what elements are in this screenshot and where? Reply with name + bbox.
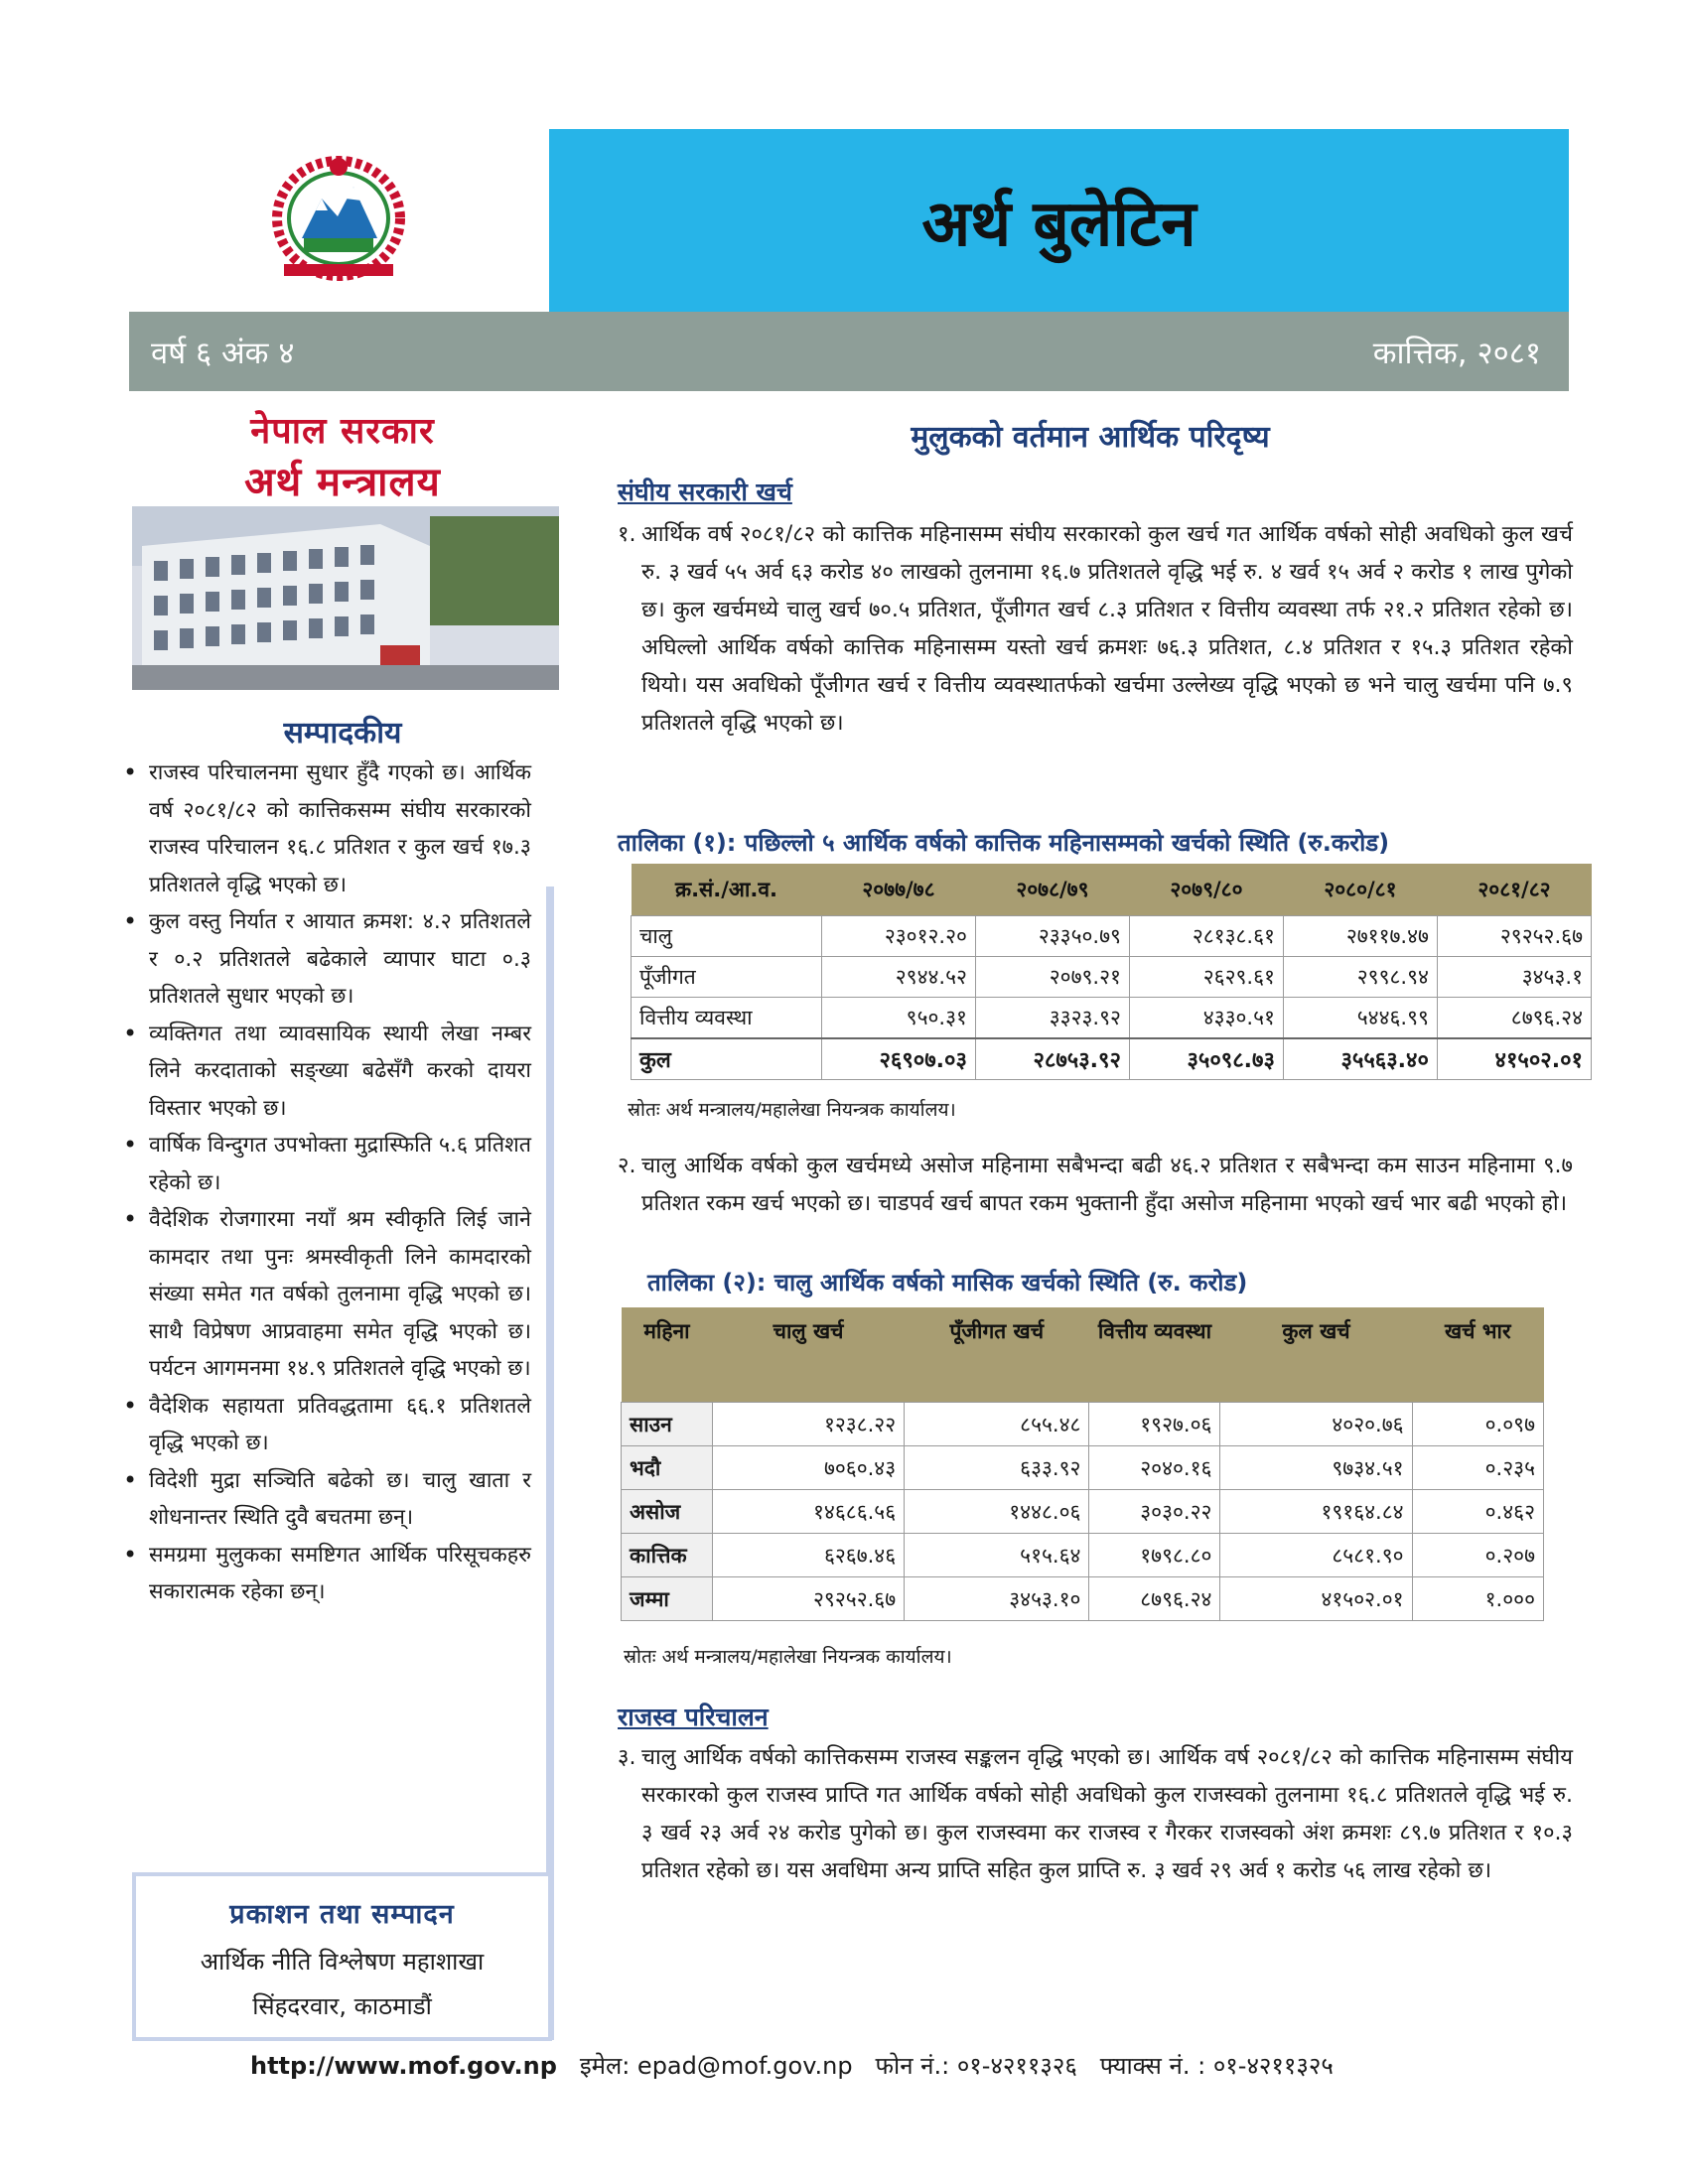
table-header-row	[632, 864, 1592, 916]
table-cell: ४०२०.७६	[1220, 1403, 1412, 1446]
table-cell: ४१५०२.०१	[1220, 1577, 1412, 1621]
table-header: २०७९/८०	[1129, 864, 1283, 916]
table-header: कुल खर्च	[1220, 1307, 1412, 1403]
table-total-row	[632, 1038, 1592, 1080]
table-row	[632, 998, 1592, 1039]
table-cell: ९५०.३१	[821, 998, 975, 1039]
paragraph-2	[618, 1148, 1573, 1223]
email-contact[interactable]: इमेल: epad@mof.gov.np	[579, 2052, 853, 2080]
table-cell: ८७९६.२४	[1437, 998, 1591, 1039]
editorial-point: • विदेशी मुद्रा सञ्चिति बढेको छ। चालु खाता र शोधनान्तर स्थिति दुवै बचतमा छन्।	[119, 1462, 531, 1537]
table-cell: ४१५०२.०१	[1437, 1038, 1591, 1080]
editorial-point: • व्यक्तिगत तथा व्यावसायिक स्थायी लेखा नम्बर लिने करदाताको सङ्ख्या बढेसँगै करको दायरा विस्तार भएको छ।	[119, 1016, 531, 1128]
expenditure-table	[631, 864, 1592, 1080]
table-cell: १७९८.८०	[1089, 1534, 1220, 1577]
table1-source: स्रोतः अर्थ मन्त्रालय/महालेखा नियन्त्रक कार्यालय।	[628, 1099, 956, 1121]
table-row	[632, 916, 1592, 957]
phone-contact: फोन नं.: ०१-४२११३२६	[875, 2052, 1077, 2080]
table-cell: २६२९.६१	[1129, 957, 1283, 998]
publication-division: आर्थिक नीति विश्लेषण महाशाखा	[200, 1948, 485, 1976]
table-cell: ८७९६.२४	[1089, 1577, 1220, 1621]
table-cell: १४६८६.५६	[713, 1490, 905, 1534]
sidebar-divider	[546, 887, 554, 2040]
table-cell: वित्तीय व्यवस्था	[632, 998, 822, 1039]
table-cell: २३०१२.२०	[821, 916, 975, 957]
table-row	[622, 1490, 1544, 1534]
table-cell: ५१५.६४	[905, 1534, 1089, 1577]
table-header: महिना	[622, 1307, 713, 1403]
paragraph-text: चालु आर्थिक वर्षको कुल खर्चमध्ये असोज महिनामा सबैभन्दा बढी ४६.२ प्रतिशत र सबैभन्दा कम साउन महिनामा ९.७ प्रतिशत रकम खर्च भएको छ। चाडपर्व खर्च बापत रकम भुक्तानी हुँदा असोज महिनामा भएको खर्च भार बढी भएको हो।	[641, 1154, 1573, 1216]
table-cell: २९२५२.६७	[713, 1577, 905, 1621]
table-cell: ६२६७.४६	[713, 1534, 905, 1577]
table-cell: ५४४६.९९	[1283, 998, 1437, 1039]
table-cell: पूँजीगत	[632, 957, 822, 998]
editorial-point: • वैदेशिक सहायता प्रतिवद्धतामा ६६.१ प्रतिशतले वृद्धि भएको छ।	[119, 1388, 531, 1462]
table-cell: असोज	[622, 1490, 713, 1534]
issue-number: वर्ष ६ अंक ४	[151, 336, 295, 371]
table-cell: १४४८.०६	[905, 1490, 1089, 1534]
paragraph-1	[618, 516, 1573, 743]
table-cell: २७११७.४७	[1283, 916, 1437, 957]
table-cell: २६९०७.०३	[821, 1038, 975, 1080]
issue-date: कात्तिक, २०८१	[1372, 336, 1541, 371]
table-cell: कुल	[632, 1038, 822, 1080]
table-cell: ३५०९८.७३	[1129, 1038, 1283, 1080]
table-cell: २९९८.९४	[1283, 957, 1437, 998]
table-row	[622, 1534, 1544, 1577]
table-cell: ०.०९७	[1412, 1403, 1543, 1446]
table-row	[622, 1403, 1544, 1446]
table-cell: १९२७.०६	[1089, 1403, 1220, 1446]
table-row	[622, 1446, 1544, 1490]
table-cell: ३४५३.१	[1437, 957, 1591, 998]
table-cell: २०७९.२१	[975, 957, 1129, 998]
publication-heading: प्रकाशन तथा सम्पादन	[229, 1899, 455, 1930]
table-header: खर्च भार	[1412, 1307, 1543, 1403]
table-row	[632, 957, 1592, 998]
table-header: २०८०/८१	[1283, 864, 1437, 916]
table-cell: ०.२३५	[1412, 1446, 1543, 1490]
table-cell: ३०३०.२२	[1089, 1490, 1220, 1534]
table-cell: २०४०.१६	[1089, 1446, 1220, 1490]
table-cell: चालु	[632, 916, 822, 957]
table-header: २०७८/७९	[975, 864, 1129, 916]
main-heading: मुलुकको वर्तमान आर्थिक परिदृष्य	[911, 420, 1270, 455]
paragraph-text: चालु आर्थिक वर्षको कात्तिकसम्म राजस्व सङ्कलन वृद्धि भएको छ। आर्थिक वर्ष २०८१/८२ को कात्तिक महिनासम्म संघीय सरकारको कुल राजस्व प्राप्ति गत आर्थिक वर्षको सोही अवधिको कुल राजस्वको तुलनामा १६.८ प्रतिशतले वृद्धि भई रु. ३ खर्व २३ अर्व २४ करोड पुगेको छ। कुल राजस्वमा कर राजस्व र गैरकर राजस्वको अंश क्रमशः ८९.७ प्रतिशत र १०.३ प्रतिशत रहेको छ। यस अवधिमा अन्य प्राप्ति सहित कुल प्राप्ति रु. ३ खर्व २९ अर्व १ करोड ५६ लाख रहेको छ।	[641, 1745, 1573, 1883]
table-header: चालु खर्च	[713, 1307, 905, 1403]
table-header: वित्तीय व्यवस्था	[1089, 1307, 1220, 1403]
monthly-expenditure-table	[621, 1307, 1544, 1621]
editorial-point: • कुल वस्तु निर्यात र आयात क्रमश: ४.२ प्रतिशतले र ०.२ प्रतिशतले बढेकाले व्यापार घाटा ०.३ प्रतिशतले सुधार भएको छ।	[119, 903, 531, 1016]
bulletin-title: अर्थ बुलेटिन	[921, 187, 1196, 261]
paragraph-3	[618, 1739, 1573, 1890]
website-link[interactable]: http://www.mof.gov.np	[250, 2052, 557, 2080]
table-header: पूँजीगत खर्च	[905, 1307, 1089, 1403]
table-cell: २८७५३.९२	[975, 1038, 1129, 1080]
table2-source: स्रोतः अर्थ मन्त्रालय/महालेखा नियन्त्रक कार्यालय।	[624, 1646, 952, 1668]
table-header: २०८१/८२	[1437, 864, 1591, 916]
table-cell: २९२५२.६७	[1437, 916, 1591, 957]
table-cell: १.०००	[1412, 1577, 1543, 1621]
paragraph-number: ३.	[618, 1745, 636, 1770]
table-cell: ०.२०७	[1412, 1534, 1543, 1577]
issue-bar	[129, 312, 1569, 391]
table2-caption: तालिका (२): चालु आर्थिक वर्षको मासिक खर्चको स्थिति (रु. करोड)	[647, 1269, 1248, 1297]
table-cell: ९७३४.५१	[1220, 1446, 1412, 1490]
paragraph-number: २.	[618, 1154, 636, 1178]
editorial-heading: सम्पादकीय	[283, 716, 402, 751]
table-cell: साउन	[622, 1403, 713, 1446]
org-line1: नेपाल सरकार	[250, 411, 435, 452]
footer	[250, 2049, 1334, 2082]
editorial-point: • वार्षिक विन्दुगत उपभोक्ता मुद्रास्फिति ५.६ प्रतिशत रहेको छ।	[119, 1127, 531, 1201]
editorial-point: • समग्रमा मुलुकका समष्टिगत आर्थिक परिसूचकहरु सकारात्मक रहेका छन्।	[119, 1537, 531, 1611]
table-total-row	[622, 1577, 1544, 1621]
table-header: क्र.सं./आ.व.	[632, 864, 822, 916]
table-cell: १२३८.२२	[713, 1403, 905, 1446]
publication-address: सिंहदरवार, काठमाडौं	[252, 1992, 432, 2020]
table-cell: जम्मा	[622, 1577, 713, 1621]
table-cell: १९१६४.८४	[1220, 1490, 1412, 1534]
editorial-list	[119, 754, 531, 1611]
table-cell: ३५५६३.४०	[1283, 1038, 1437, 1080]
bulletin-title-banner	[549, 129, 1569, 312]
table-cell: कात्तिक	[622, 1534, 713, 1577]
table-cell: ३४५३.१०	[905, 1577, 1089, 1621]
table-cell: ८५५.४८	[905, 1403, 1089, 1446]
editorial-point: • वैदेशिक रोजगारमा नयाँ श्रम स्वीकृति लिई जाने कामदार तथा पुनः श्रमस्वीकृती लिने कामदारको संख्या समेत गत वर्षको तुलनामा वृद्धि भएको छ। साथै विप्रेषण आप्रवाहमा समेत वृद्धि भएको छ। पर्यटन आगमनमा १४.९ प्रतिशतले वृद्धि भएको छ।	[119, 1201, 531, 1388]
ministry-building-photo	[132, 506, 559, 690]
table-cell: २९४४.५२	[821, 957, 975, 998]
fax-contact: फ्याक्स नं. : ०१-४२११३२५	[1099, 2052, 1334, 2080]
org-line2: अर्थ मन्त्रालय	[244, 460, 441, 505]
table-header: २०७७/७८	[821, 864, 975, 916]
table-cell: ७०६०.४३	[713, 1446, 905, 1490]
table-cell: भदौ	[622, 1446, 713, 1490]
publication-box	[132, 1872, 552, 2041]
table-cell: २८१३८.६१	[1129, 916, 1283, 957]
table-cell: ३३२३.९२	[975, 998, 1129, 1039]
table-cell: ६३३.९२	[905, 1446, 1089, 1490]
editorial-point: • राजस्व परिचालनमा सुधार हुँदै गएको छ। आर्थिक वर्ष २०८१/८२ को कात्तिकसम्म संघीय सरकारको राजस्व परिचालन १६.८ प्रतिशत र कुल खर्च १७.३ प्रतिशतले वृद्धि भएको छ।	[119, 754, 531, 903]
table-cell: ०.४६२	[1412, 1490, 1543, 1534]
table-cell: ४३३०.५१	[1129, 998, 1283, 1039]
table-header-row	[622, 1307, 1544, 1403]
table-cell: ८५८१.९०	[1220, 1534, 1412, 1577]
nepal-emblem-icon	[260, 147, 417, 286]
table-cell: २३३५०.७९	[975, 916, 1129, 957]
table1-caption: तालिका (१): पछिल्लो ५ आर्थिक वर्षको कात्तिक महिनासम्मको खर्चको स्थिति (रु.करोड)	[618, 829, 1390, 857]
section-heading-revenue: राजस्व परिचालन	[618, 1703, 769, 1731]
section-heading-expenditure: संघीय सरकारी खर्च	[618, 478, 792, 506]
paragraph-number: १.	[618, 522, 636, 547]
paragraph-text: आर्थिक वर्ष २०८१/८२ को कात्तिक महिनासम्म संघीय सरकारको कुल खर्च गत आर्थिक वर्षको सोही अवधिको कुल खर्च रु. ३ खर्व ५५ अर्व ६३ करोड ४० लाखको तुलनामा १६.७ प्रतिशतले वृद्धि भई रु. ४ खर्व १५ अर्व २ करोड १ लाख पुगेको छ। कुल खर्चमध्ये चालु खर्च ७०.५ प्रतिशत, पूँजीगत खर्च ८.३ प्रतिशत र वित्तीय व्यवस्था तर्फ २१.२ प्रतिशत रहेको छ। अघिल्लो आर्थिक वर्षको कात्तिक महिनासम्म यस्तो खर्च क्रमशः ७६.३ प्रतिशत, ८.४ प्रतिशत र १५.३ प्रतिशत रहेको थियो। यस अवधिको पूँजीगत खर्च र वित्तीय व्यवस्थातर्फको खर्चमा उल्लेख्य वृद्धि भएको छ भने चालु खर्चमा पनि ७.९ प्रतिशतले वृद्धि भएको छ।	[641, 522, 1573, 736]
